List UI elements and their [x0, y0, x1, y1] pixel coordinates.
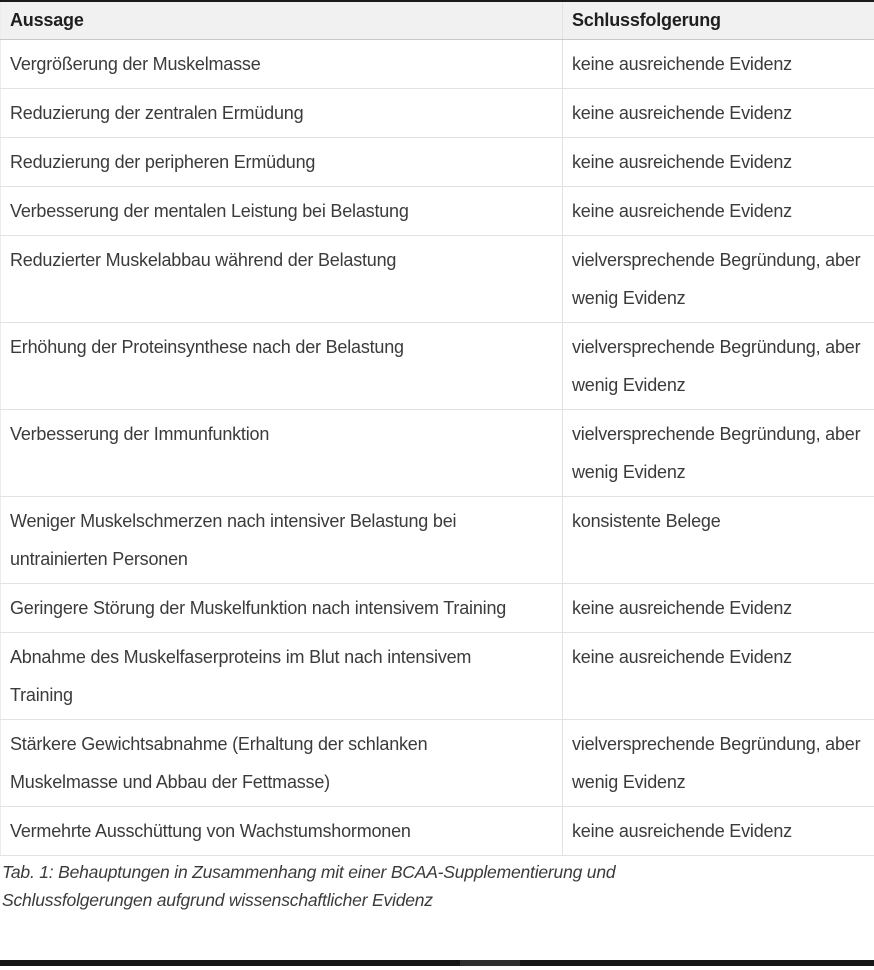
table-row: [1, 584, 874, 633]
schlussfolgerung-cell: vielversprechende Begründung, aber wenig Evidenz: [563, 323, 874, 410]
table-body: [1, 40, 874, 856]
aussage-cell: Geringere Störung der Muskelfunktion nach intensivem Training: [1, 584, 563, 633]
schlussfolgerung-cell: keine ausreichende Evidenz: [563, 807, 874, 856]
table-row: [1, 40, 874, 89]
table-caption: Tab. 1: Behauptungen in Zusammenhang mit einer BCAA-Supplementierung und Schlussfolgerungen aufgrund wissenschaftlicher Evidenz: [2, 862, 616, 910]
table-row: [1, 89, 874, 138]
cropped-element-top-edge: [0, 960, 874, 966]
table-row: [1, 720, 874, 807]
table-row: [1, 187, 874, 236]
cropped-element-segment: [460, 960, 520, 966]
schlussfolgerung-cell: konsistente Belege: [563, 497, 874, 584]
aussage-cell: Reduzierung der peripheren Ermüdung: [1, 138, 563, 187]
table-row: [1, 497, 874, 584]
header-row: [1, 1, 874, 40]
aussage-cell: Verbesserung der mentalen Leistung bei Belastung: [1, 187, 563, 236]
schlussfolgerung-cell: vielversprechende Begründung, aber wenig Evidenz: [563, 410, 874, 497]
schlussfolgerung-cell: keine ausreichende Evidenz: [563, 187, 874, 236]
aussage-cell: Verbesserung der Immunfunktion: [1, 410, 563, 497]
column-header-aussage: Aussage: [1, 1, 563, 40]
schlussfolgerung-cell: keine ausreichende Evidenz: [563, 138, 874, 187]
aussage-cell: Weniger Muskelschmerzen nach intensiver Belastung bei untrainierten Personen: [1, 497, 563, 584]
table-row: [1, 807, 874, 856]
aussage-cell: Stärkere Gewichtsabnahme (Erhaltung der schlanken Muskelmasse und Abbau der Fettmasse): [1, 720, 563, 807]
schlussfolgerung-cell: vielversprechende Begründung, aber wenig Evidenz: [563, 236, 874, 323]
table-row: [1, 323, 874, 410]
aussage-cell: Abnahme des Muskelfaserproteins im Blut nach intensivem Training: [1, 633, 563, 720]
table-row: [1, 633, 874, 720]
schlussfolgerung-cell: keine ausreichende Evidenz: [563, 584, 874, 633]
aussage-cell: Vermehrte Ausschüttung von Wachstumshormonen: [1, 807, 563, 856]
table-row: [1, 236, 874, 323]
aussage-cell: Reduzierter Muskelabbau während der Belastung: [1, 236, 563, 323]
column-header-schlussfolgerung: Schlussfolgerung: [563, 1, 874, 40]
schlussfolgerung-cell: vielversprechende Begründung, aber wenig Evidenz: [563, 720, 874, 807]
aussage-cell: Vergrößerung der Muskelmasse: [1, 40, 563, 89]
table-header: [1, 1, 874, 40]
aussage-cell: Erhöhung der Proteinsynthese nach der Belastung: [1, 323, 563, 410]
table-row: [1, 410, 874, 497]
table-row: [1, 138, 874, 187]
schlussfolgerung-cell: keine ausreichende Evidenz: [563, 633, 874, 720]
schlussfolgerung-cell: keine ausreichende Evidenz: [563, 40, 874, 89]
schlussfolgerung-cell: keine ausreichende Evidenz: [563, 89, 874, 138]
aussage-cell: Reduzierung der zentralen Ermüdung: [1, 89, 563, 138]
